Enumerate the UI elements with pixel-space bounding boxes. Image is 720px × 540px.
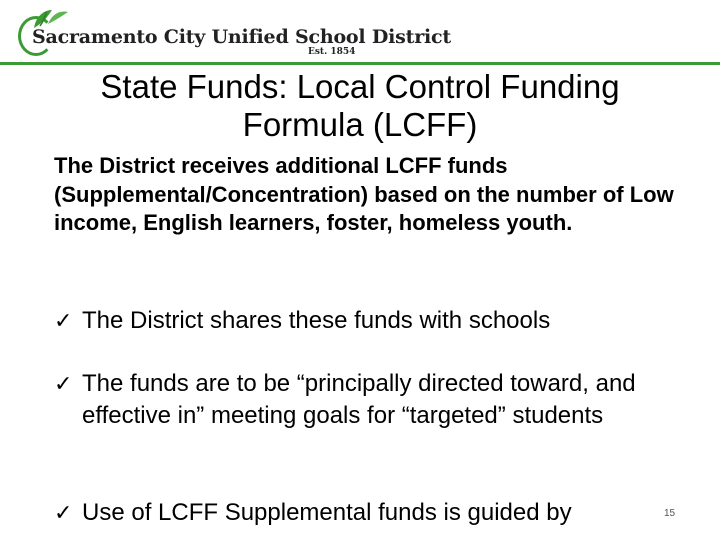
check-icon: ✓ (54, 308, 73, 333)
slide-title (40, 68, 680, 144)
bullet-text: The funds are to be “principally directed toward, and effective in” meeting goals for “targeted” students (82, 370, 636, 429)
title-line-1: State Funds: Local Control Funding (100, 68, 620, 105)
check-icon: ✓ (54, 371, 73, 396)
bullet-text: Use of LCFF Supplemental funds is guided by (82, 499, 572, 526)
district-name: Sacramento City Unified School District (32, 26, 451, 48)
established-year: Est. 1854 (308, 47, 356, 57)
intro-paragraph: The District receives additional LCFF funds (Supplemental/Concentration) based on the number of Low income, English learners, foster, homeless youth. (54, 153, 674, 235)
bullet-item (54, 497, 714, 529)
district-logo (18, 6, 451, 60)
page-number: 15 (664, 508, 676, 519)
header-divider (0, 62, 720, 65)
title-line-2: Formula (LCFF) (242, 106, 478, 143)
bullet-item (54, 305, 714, 337)
bullet-item (54, 368, 714, 432)
slide-header (0, 0, 720, 66)
check-icon: ✓ (54, 500, 73, 525)
bullet-text: The District shares these funds with schools (82, 307, 551, 334)
